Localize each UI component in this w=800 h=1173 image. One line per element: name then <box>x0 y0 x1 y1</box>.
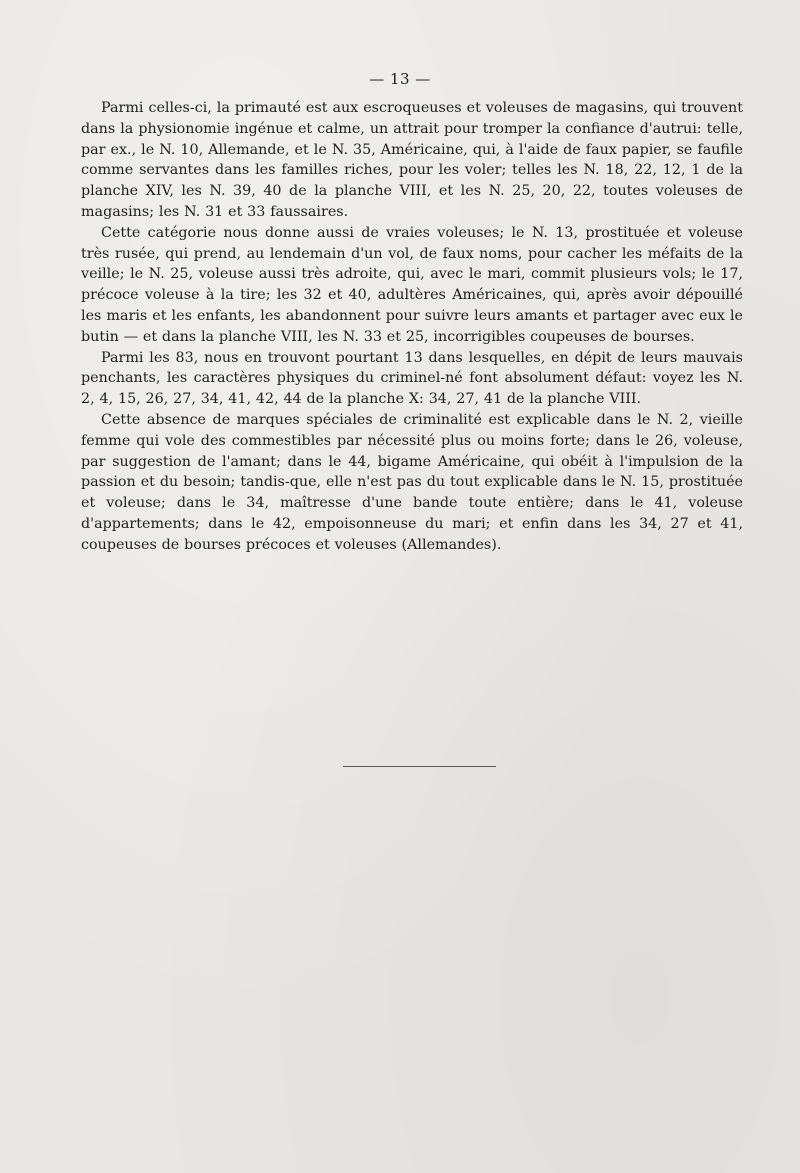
page-number: — 13 — <box>369 70 431 88</box>
section-divider-rule <box>343 766 496 767</box>
body-text <box>81 98 743 556</box>
paragraph-2: Cette catégorie nous donne aussi de vraies voleuses; le N. 13, prostituée et voleuse très rusée, qui prend, au lendemain d'un vol, de faux noms, pour cacher les méfaits de la veille; le N. 25, voleuse aussi très adroite, qui, avec le mari, commit plusieurs vols; le 17, précoce voleuse à la tire; les 32 et 40, adultères Américaines, qui, après avoir dépouillé les maris et les enfants, les abandonnent pour suivre leurs amants et partager avec eux le butin — et dans la planche VIII, les N. 33 et 25, incorrigibles coupeuses de bourses. <box>81 224 743 345</box>
paragraph-4: Cette absence de marques spéciales de criminalité est explicable dans le N. 2, vieille femme qui vole des commestibles par nécessité plus ou moins forte; dans le 26, voleuse, par suggestion de l'amant; dans le 44, bigame Américaine, qui obéit à l'impulsion de la passion et du besoin; tandis-que, elle n'est pas du tout explicable dans le N. 15, prostituée et voleuse; dans le 34, maîtresse d'une bande toute entière; dans le 41, voleuse d'appartements; dans le 42, empoisonneuse du mari; et enfin dans les 34, 27 et 41, coupeuses de bourses précoces et voleuses (Allemandes). <box>81 411 743 553</box>
paragraph-1: Parmi celles-ci, la primauté est aux escroqueuses et voleuses de magasins, qui trouvent dans la physionomie ingénue et calme, un attrait pour tromper la confiance d'autrui: telle, par ex., le N. 10, Allemande, et le N. 35, Américaine, qui, à l'aide de faux papier, se faufile comme servantes dans les familles riches, pour les voler; telles les N. 18, 22, 12, 1 de la planche XIV, les N. 39, 40 de la planche VIII, et les N. 25, 20, 22, toutes voleuses de magasins; les N. 31 et 33 faussaires. <box>81 100 743 220</box>
paragraph-3: Parmi les 83, nous en trouvont pourtant 13 dans lesquelles, en dépit de leurs mauvais penchants, les caractères physiques du criminel-né font absolument défaut: voyez les N. 2, 4, 15, 26, 27, 34, 41, 42, 44 de la planche X: 34, 27, 41 de la planche VIII. <box>81 349 743 408</box>
